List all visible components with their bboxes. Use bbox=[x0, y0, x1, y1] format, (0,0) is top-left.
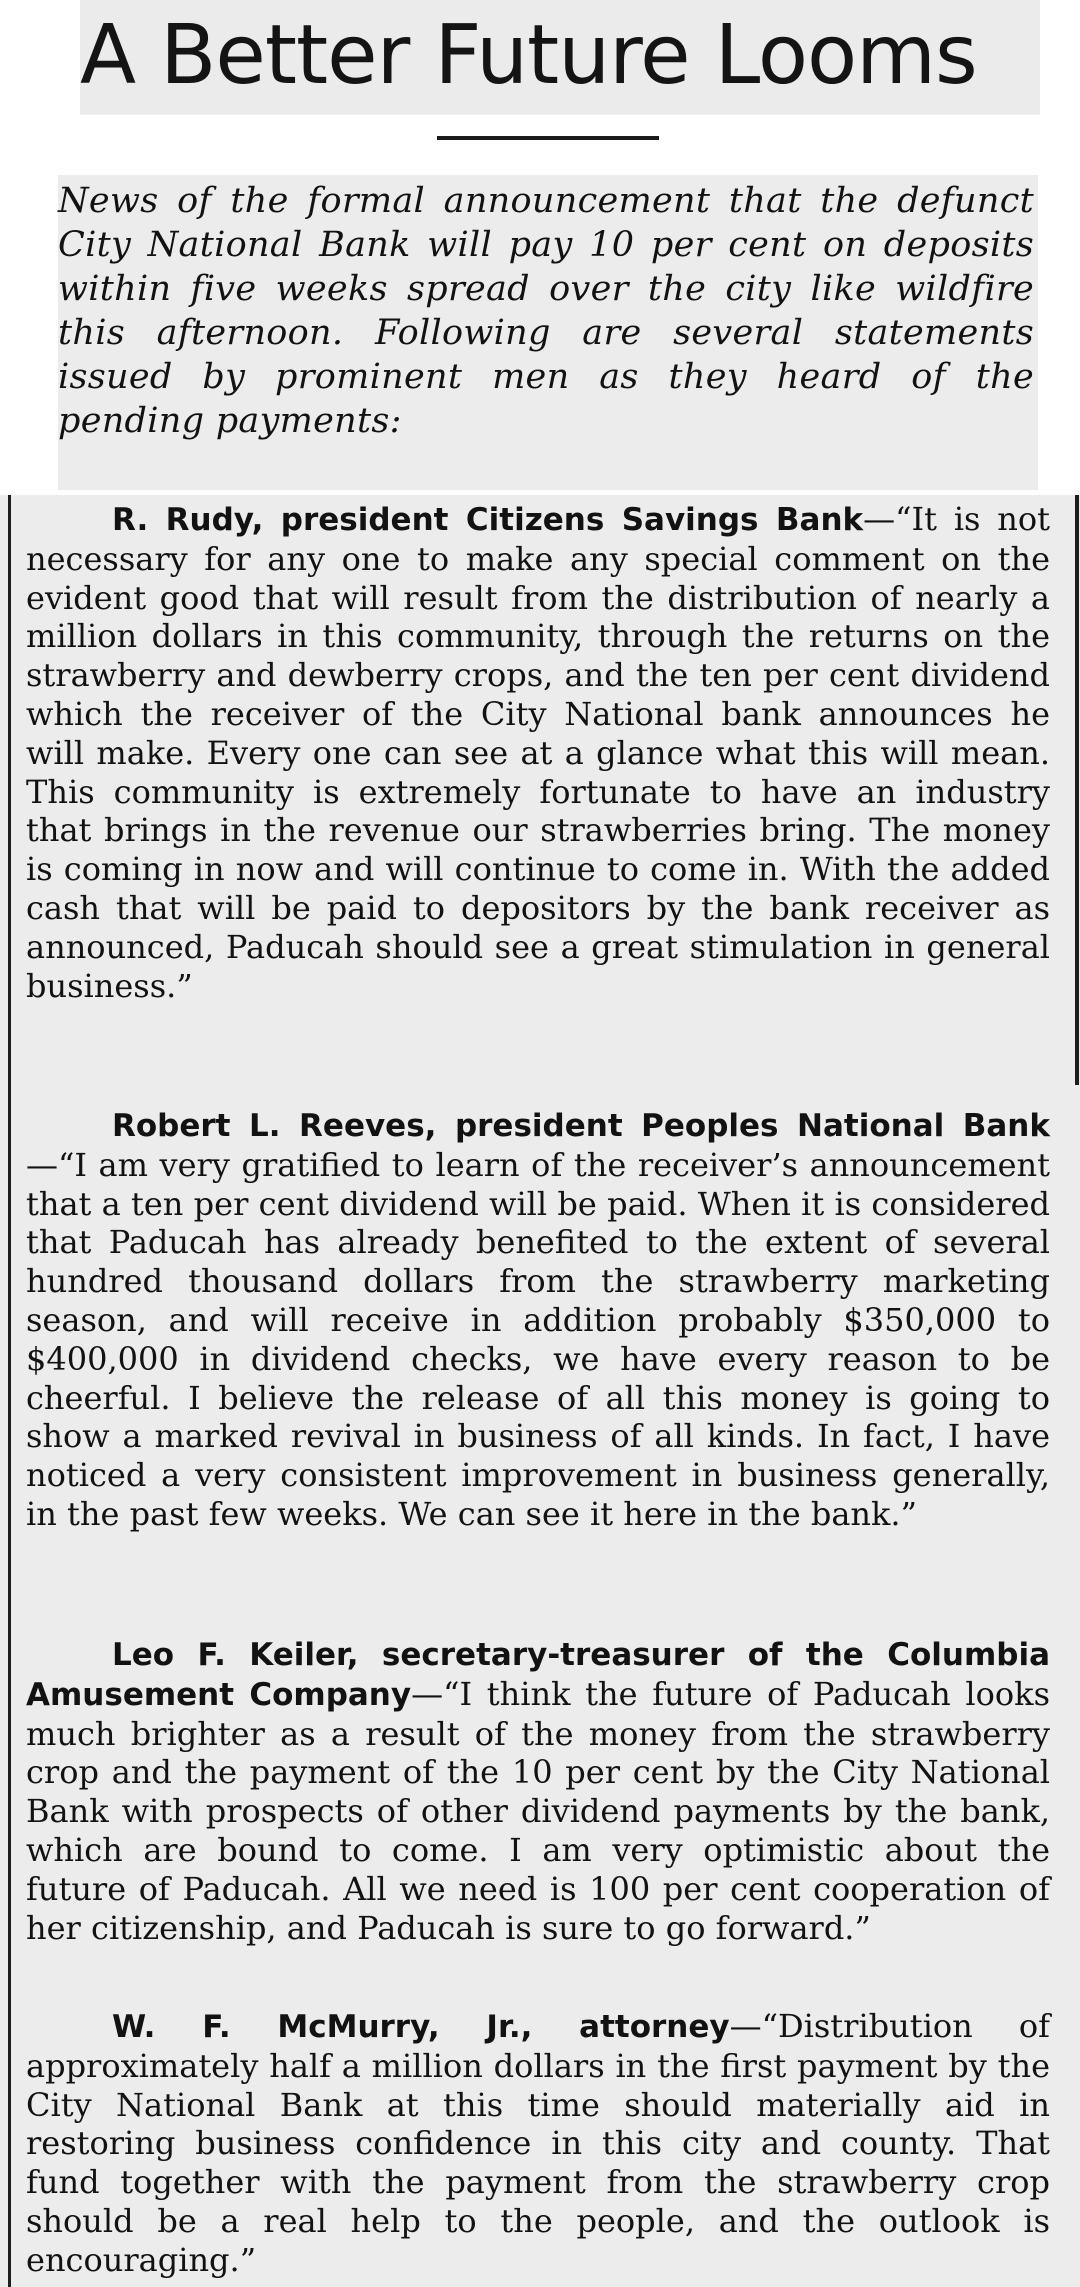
statement-text: —“It is not necessary for any one to make any special comment on the evident good that will result from the distribution of nearly a million dollars in this community, through the returns on the strawberry and dewberry crops, and the ten per cent dividend which the receiver of the City National bank announces he will make. Every one can see at a glance what this will mean. This community is extremely fortunate to have an industry that brings in the revenue our strawberries bring. The money is coming in now and will continue to come in. With the added cash that will be paid to depositors by the bank receiver as announced, Paducah should see a great stimulation in general business.” bbox=[26, 500, 1051, 1005]
column-rule-left bbox=[8, 495, 11, 2287]
speaker-name: Leo F. Keiler, secretary-treasurer of the Columbia Amusement Company bbox=[26, 1637, 1050, 1713]
statement-reeves bbox=[26, 1106, 1050, 1534]
statement-text: —“I think the future of Paducah looks much brighter as a result of the money from the strawberry crop and the payment of the 10 per cent by the City National Bank with prospects of other dividend payments by the bank, which are bound to come. I am very optimistic about the future of Paducah. All we need is 100 per cent cooperation of her citizenship, and Paducah is sure to go forward.” bbox=[26, 1674, 1050, 1947]
headline-divider bbox=[437, 136, 659, 140]
intro-paragraph: News of the formal announcement that the defunct City National Bank will pay 10 per cent on deposits within five weeks spread over the city like wildfire this afternoon. Following are several statements issued by prominent men as they heard of the pending payments: bbox=[58, 175, 1038, 490]
statement-mcmurry bbox=[26, 2007, 1050, 2280]
speaker-name: W. F. McMurry, Jr., attorney bbox=[112, 2009, 730, 2045]
headline: A Better Future Looms bbox=[80, 0, 1040, 115]
statement-keiler bbox=[26, 1635, 1050, 1947]
statement-text: —“Distribution of approximately half a million dollars in the first payment by the City National Bank at this time should materially aid in restoring business confidence in this city and county. That fund together with the payment from the strawberry crop should be a real help to the people, and the outlook is encouraging.” bbox=[26, 2007, 1050, 2279]
speaker-name: Robert L. Reeves, president Peoples National Bank bbox=[112, 1108, 1050, 1144]
statement-rudy bbox=[26, 500, 1050, 1005]
statement-text: —“I am very gratified to learn of the receiver’s announcement that a ten per cent dividend will be paid. When it is considered that Paducah has already benefited to the extent of several hundred thousand dollars from the strawberry marketing season, and will receive in addition probably $350,000 to $400,000 in dividend checks, we have every reason to be cheerful. I believe the release of all this money is going to show a marked revival in business of all kinds. In fact, I have noticed a very consistent improvement in business generally, in the past few weeks. We can see it here in the bank.” bbox=[26, 1145, 1050, 1533]
speaker-name: R. Rudy, president Citizens Savings Bank bbox=[112, 502, 864, 538]
column-rule-right bbox=[1075, 495, 1079, 1085]
